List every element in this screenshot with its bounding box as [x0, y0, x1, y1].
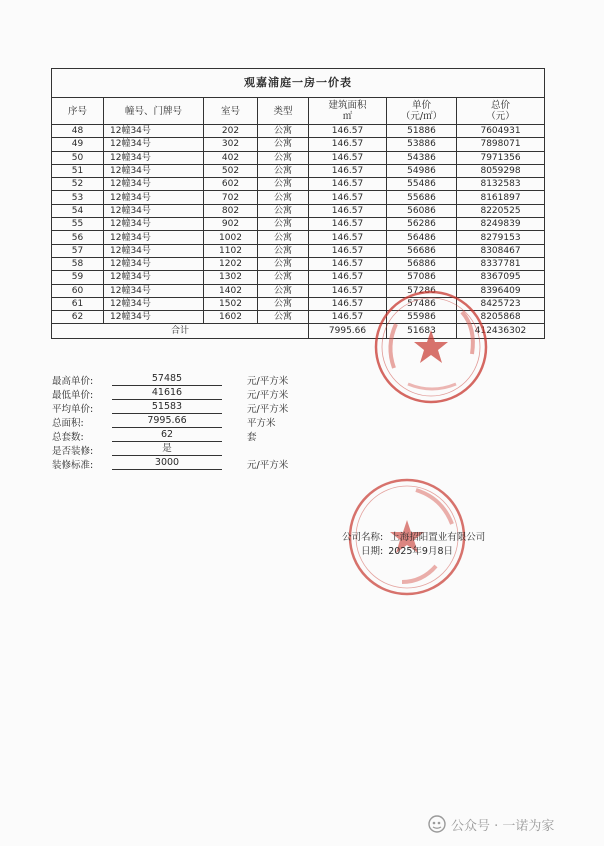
cell-area: 146.57 [309, 297, 387, 310]
cell-type: 公寓 [258, 125, 309, 138]
cell-seq: 54 [52, 204, 104, 217]
cell-building: 12幢34号 [104, 178, 204, 191]
cell-room: 1602 [204, 311, 258, 324]
cell-room: 1302 [204, 271, 258, 284]
company-name-label: 公司名称: [342, 532, 384, 543]
cell-building: 12幢34号 [104, 297, 204, 310]
cell-unit-price: 55986 [387, 311, 457, 324]
cell-type: 公寓 [258, 244, 309, 257]
cell-total: 8132583 [457, 178, 545, 191]
cell-building: 12幢34号 [104, 138, 204, 151]
summary-label: 总套数: [52, 432, 84, 443]
summary-label: 总面积: [52, 418, 84, 429]
cell-seq: 62 [52, 311, 104, 324]
cell-building: 12幢34号 [104, 244, 204, 257]
company-date: 2025年9月8日 [388, 546, 453, 557]
cell-unit-price: 54386 [387, 151, 457, 164]
header-unit-price-unit: （元/㎡） [400, 111, 443, 122]
header-area-unit: ㎡ [342, 111, 353, 122]
table-row [52, 204, 545, 217]
cell-type: 公寓 [258, 218, 309, 231]
cell-type: 公寓 [258, 297, 309, 310]
summary-unit: 元/平方米 [247, 390, 289, 401]
cell-building: 12幢34号 [104, 271, 204, 284]
cell-building: 12幢34号 [104, 218, 204, 231]
cell-room: 502 [204, 164, 258, 177]
summary-label: 最高单价: [52, 376, 94, 387]
header-room: 室号 [204, 98, 258, 125]
summary-unit: 套 [247, 432, 257, 443]
company-date-label: 日期: [361, 546, 384, 557]
summary-label: 是否装修: [52, 446, 94, 457]
cell-unit-price: 55486 [387, 178, 457, 191]
company-name-line [342, 529, 485, 543]
table-row [52, 218, 545, 231]
cell-seq: 51 [52, 164, 104, 177]
summary-unit: 元/平方米 [247, 376, 289, 387]
company-seal-stamp-upper [372, 288, 490, 406]
cell-room: 802 [204, 204, 258, 217]
cell-room: 402 [204, 151, 258, 164]
summary-value: 7995.66 [112, 415, 222, 428]
cell-total: 8425723 [457, 297, 545, 310]
header-type: 类型 [258, 98, 309, 125]
cell-area: 146.57 [309, 284, 387, 297]
table-row [52, 191, 545, 204]
total-unit-price: 51683 [387, 324, 457, 339]
cell-area: 146.57 [309, 151, 387, 164]
cell-total: 8337781 [457, 257, 545, 270]
cell-area: 146.57 [309, 164, 387, 177]
cell-building: 12幢34号 [104, 164, 204, 177]
cell-building: 12幢34号 [104, 151, 204, 164]
cell-total: 8279153 [457, 231, 545, 244]
cell-total: 8220525 [457, 204, 545, 217]
header-seq: 序号 [52, 98, 104, 125]
cell-total: 7604931 [457, 125, 545, 138]
cell-building: 12幢34号 [104, 125, 204, 138]
cell-unit-price: 55686 [387, 191, 457, 204]
cell-area: 146.57 [309, 218, 387, 231]
cell-area: 146.57 [309, 125, 387, 138]
cell-total: 8161897 [457, 191, 545, 204]
cell-unit-price: 53886 [387, 138, 457, 151]
cell-total: 8205868 [457, 311, 545, 324]
summary-value: 51583 [112, 401, 222, 414]
table-row [52, 271, 545, 284]
table-row [52, 164, 545, 177]
table-row [52, 125, 545, 138]
cell-total: 8396409 [457, 284, 545, 297]
header-unit-price [387, 98, 457, 125]
cell-seq: 52 [52, 178, 104, 191]
cell-area: 146.57 [309, 244, 387, 257]
cell-unit-price: 56486 [387, 231, 457, 244]
cell-room: 302 [204, 138, 258, 151]
cell-seq: 58 [52, 257, 104, 270]
table-row [52, 231, 545, 244]
table-row [52, 244, 545, 257]
table-row [52, 138, 545, 151]
cell-area: 146.57 [309, 138, 387, 151]
cell-type: 公寓 [258, 164, 309, 177]
table-row [52, 257, 545, 270]
header-total [457, 98, 545, 125]
cell-seq: 49 [52, 138, 104, 151]
summary-value: 62 [112, 429, 222, 442]
cell-room: 202 [204, 125, 258, 138]
wechat-official-account-icon [428, 815, 446, 833]
cell-seq: 55 [52, 218, 104, 231]
header-total-text: 总价 [491, 100, 511, 111]
summary-label: 装修标准: [52, 460, 94, 471]
cell-seq: 48 [52, 125, 104, 138]
table-title: 观嘉浦庭一房一价表 [52, 69, 545, 98]
total-area: 7995.66 [309, 324, 387, 339]
summary-unit: 平方米 [247, 418, 276, 429]
cell-unit-price: 56286 [387, 218, 457, 231]
header-total-unit: （元） [486, 111, 515, 122]
total-price: 412436302 [457, 324, 545, 339]
cell-unit-price: 51886 [387, 125, 457, 138]
cell-building: 12幢34号 [104, 311, 204, 324]
cell-unit-price: 57486 [387, 297, 457, 310]
wechat-watermark [428, 813, 554, 835]
company-date-line [361, 543, 453, 557]
cell-total: 7898071 [457, 138, 545, 151]
total-label: 合计 [52, 324, 309, 339]
summary-value: 是 [112, 443, 222, 456]
cell-type: 公寓 [258, 138, 309, 151]
cell-seq: 61 [52, 297, 104, 310]
table-row [52, 178, 545, 191]
cell-total: 8059298 [457, 164, 545, 177]
cell-type: 公寓 [258, 191, 309, 204]
summary-unit: 元/平方米 [247, 404, 289, 415]
cell-type: 公寓 [258, 284, 309, 297]
company-name: 上海招阳置业有限公司 [390, 532, 486, 543]
summary-label: 平均单价: [52, 404, 94, 415]
cell-seq: 59 [52, 271, 104, 284]
cell-unit-price: 54986 [387, 164, 457, 177]
cell-type: 公寓 [258, 178, 309, 191]
cell-total: 8249839 [457, 218, 545, 231]
header-building: 幢号、门牌号 [104, 98, 204, 125]
cell-area: 146.57 [309, 191, 387, 204]
cell-room: 1002 [204, 231, 258, 244]
summary-unit: 元/平方米 [247, 460, 289, 471]
cell-type: 公寓 [258, 231, 309, 244]
cell-total: 8308467 [457, 244, 545, 257]
header-area [309, 98, 387, 125]
cell-type: 公寓 [258, 311, 309, 324]
watermark-text: 公众号 · 一诺为家 [451, 818, 555, 834]
cell-type: 公寓 [258, 204, 309, 217]
cell-total: 7971356 [457, 151, 545, 164]
cell-area: 146.57 [309, 204, 387, 217]
cell-unit-price: 56886 [387, 257, 457, 270]
cell-total: 8367095 [457, 271, 545, 284]
table-header-row [52, 98, 545, 125]
cell-seq: 57 [52, 244, 104, 257]
cell-room: 1402 [204, 284, 258, 297]
summary-value: 3000 [112, 457, 222, 470]
cell-area: 146.57 [309, 178, 387, 191]
summary-value: 57485 [112, 373, 222, 386]
cell-building: 12幢34号 [104, 231, 204, 244]
cell-building: 12幢34号 [104, 204, 204, 217]
cell-type: 公寓 [258, 151, 309, 164]
header-unit-price-text: 单价 [411, 100, 431, 111]
cell-building: 12幢34号 [104, 257, 204, 270]
summary-label: 最低单价: [52, 390, 94, 401]
cell-building: 12幢34号 [104, 191, 204, 204]
cell-seq: 53 [52, 191, 104, 204]
cell-room: 1502 [204, 297, 258, 310]
cell-unit-price: 57086 [387, 271, 457, 284]
cell-unit-price: 57286 [387, 284, 457, 297]
cell-type: 公寓 [258, 271, 309, 284]
cell-room: 1202 [204, 257, 258, 270]
cell-area: 146.57 [309, 271, 387, 284]
cell-seq: 60 [52, 284, 104, 297]
cell-room: 902 [204, 218, 258, 231]
cell-area: 146.57 [309, 231, 387, 244]
cell-unit-price: 56086 [387, 204, 457, 217]
cell-building: 12幢34号 [104, 284, 204, 297]
cell-room: 702 [204, 191, 258, 204]
header-area-text: 建筑面积 [328, 100, 367, 111]
cell-room: 1102 [204, 244, 258, 257]
summary-value: 41616 [112, 387, 222, 400]
cell-room: 602 [204, 178, 258, 191]
cell-type: 公寓 [258, 257, 309, 270]
cell-area: 146.57 [309, 257, 387, 270]
cell-unit-price: 56686 [387, 244, 457, 257]
cell-area: 146.57 [309, 311, 387, 324]
table-row [52, 151, 545, 164]
cell-seq: 50 [52, 151, 104, 164]
cell-seq: 56 [52, 231, 104, 244]
